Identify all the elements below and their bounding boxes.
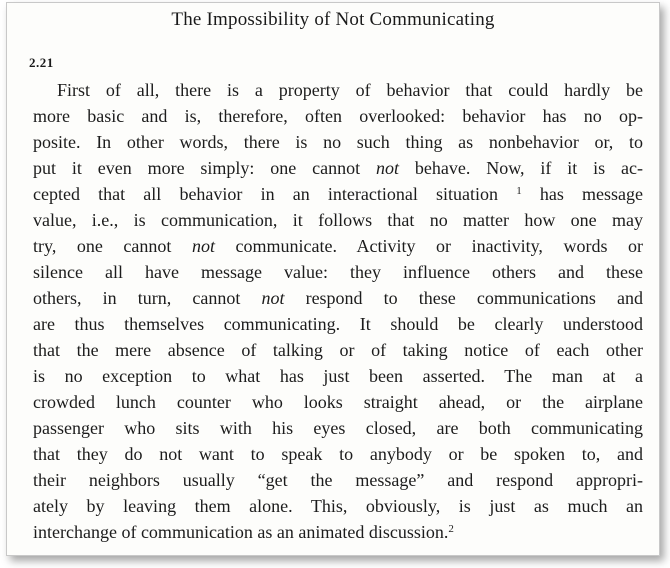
text-line — [33, 207, 643, 233]
emphasis: not — [191, 236, 215, 256]
text-line — [33, 363, 643, 389]
text-run: communicate. Activity or inactivity, words or — [214, 236, 643, 256]
emphasis: not — [261, 288, 285, 308]
text-run: value, i.e., is communication, it follows that no matter how one may — [33, 210, 643, 230]
text-line — [33, 311, 643, 337]
text-line — [33, 103, 643, 129]
text-run: put it even more simply: one cannot — [33, 158, 377, 178]
footnote-marker: 2 — [448, 523, 454, 535]
text-run: interchange of communication as an animated discussion. — [33, 522, 449, 542]
text-run: others, in turn, cannot — [33, 288, 262, 308]
text-run: cepted that all behavior in an interactional situation — [33, 184, 517, 204]
text-line — [33, 415, 643, 441]
text-line — [33, 493, 643, 519]
text-run: more basic and is, therefore, often overlooked: behavior has no op- — [33, 106, 643, 126]
text-run: behave. Now, if it is ac- — [399, 158, 643, 178]
text-line — [33, 285, 643, 311]
text-line — [33, 337, 643, 363]
text-run: ately by leaving them alone. This, obviously, is just as much an — [33, 496, 643, 516]
text-run: is no exception to what has just been asserted. The man at a — [33, 366, 643, 386]
text-line — [33, 259, 643, 285]
text-run: their neighbors usually “get the message” and respond appropri- — [33, 470, 643, 490]
text-line — [33, 467, 643, 493]
text-line — [33, 77, 643, 103]
text-run: posite. In other words, there is no such thing as nonbehavior or, to — [33, 132, 643, 152]
text-line — [33, 519, 643, 545]
emphasis: not — [376, 158, 400, 178]
text-run: respond to these communications and — [284, 288, 643, 308]
text-run: that they do not want to speak to anybody or be spoken to, and — [33, 444, 643, 464]
text-line — [33, 181, 643, 207]
text-line — [33, 389, 643, 415]
text-line — [33, 129, 643, 155]
text-run: try, one cannot — [33, 236, 192, 256]
footnote-marker: 1 — [516, 185, 522, 197]
book-page-scan — [6, 2, 660, 556]
text-run: are thus themselves communicating. It should be clearly understood — [33, 314, 643, 334]
text-line — [33, 155, 643, 181]
text-run: that the mere absence of talking or of taking notice of each other — [33, 340, 643, 360]
text-line — [33, 233, 643, 259]
page-title: The Impossibility of Not Communicating — [171, 9, 495, 30]
section-number: 2.21 — [29, 55, 54, 70]
text-run: passenger who sits with his eyes closed, are both communicating — [33, 418, 643, 438]
body-paragraph — [33, 77, 643, 545]
text-run: silence all have message value: they influence others and these — [33, 262, 643, 282]
text-run: First of all, there is a property of behavior that could hardly be — [57, 80, 643, 100]
text-run: has message — [521, 184, 643, 204]
text-run: crowded lunch counter who looks straight ahead, or the airplane — [33, 392, 643, 412]
text-line — [33, 441, 643, 467]
